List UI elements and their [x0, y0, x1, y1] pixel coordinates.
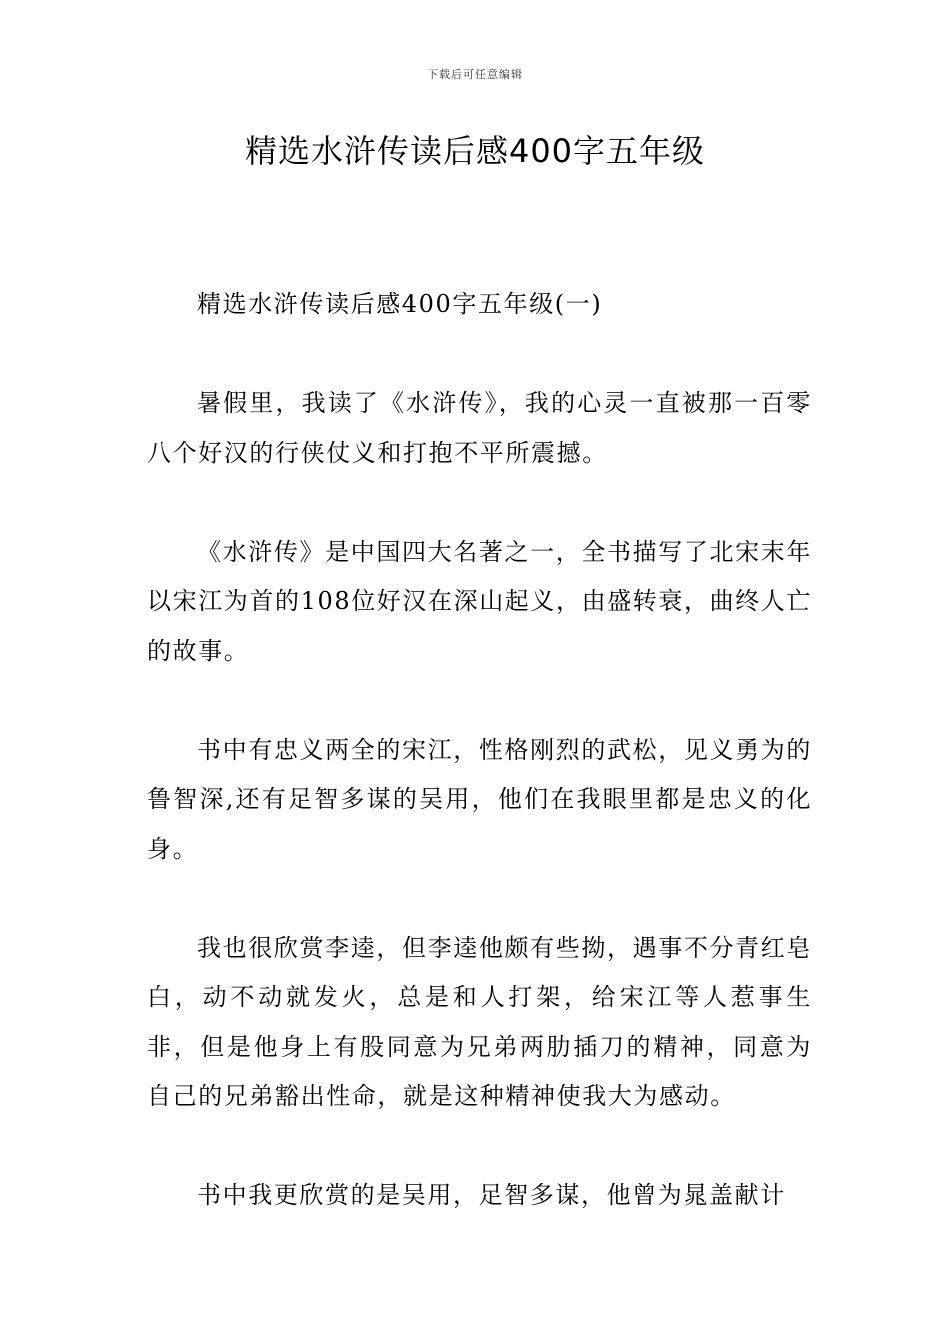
paragraph: 书中我更欣赏的是吴用，足智多谋，他曾为晁盖献计 — [197, 1181, 786, 1209]
section-heading: 精选水浒传读后感400字五年级(一) — [197, 290, 603, 318]
document-title: 精选水浒传读后感400字五年级 — [244, 132, 706, 170]
paragraph: 《水浒传》是中国四大名著之一，全书描写了北宋末年以宋江为首的108位好汉在深山起义，由盛转衰，曲终人亡的故事。 — [147, 537, 813, 665]
header-note: 下载后可任意编辑 — [427, 68, 523, 81]
paragraph: 我也很欣赏李逵，但李逵他颇有些拗，遇事不分青红皂白，动不动就发火，总是和人打架，给宋江等人惹事生非，但是他身上有股同意为兄弟两肋插刀的精神，同意为自己的兄弟豁出性命，就是这种精神使我大为感动。 — [147, 933, 812, 1110]
paragraph: 暑假里，我读了《水浒传》，我的心灵一直被那一百零八个好汉的行侠仗义和打抱不平所震撼。 — [147, 389, 812, 467]
document-body — [147, 280, 812, 1270]
paragraph: 书中有忠义两全的宋江，性格刚烈的武松，见义勇为的鲁智深,还有足智多谋的吴用，他们在我眼里都是忠义的化身。 — [147, 735, 812, 863]
